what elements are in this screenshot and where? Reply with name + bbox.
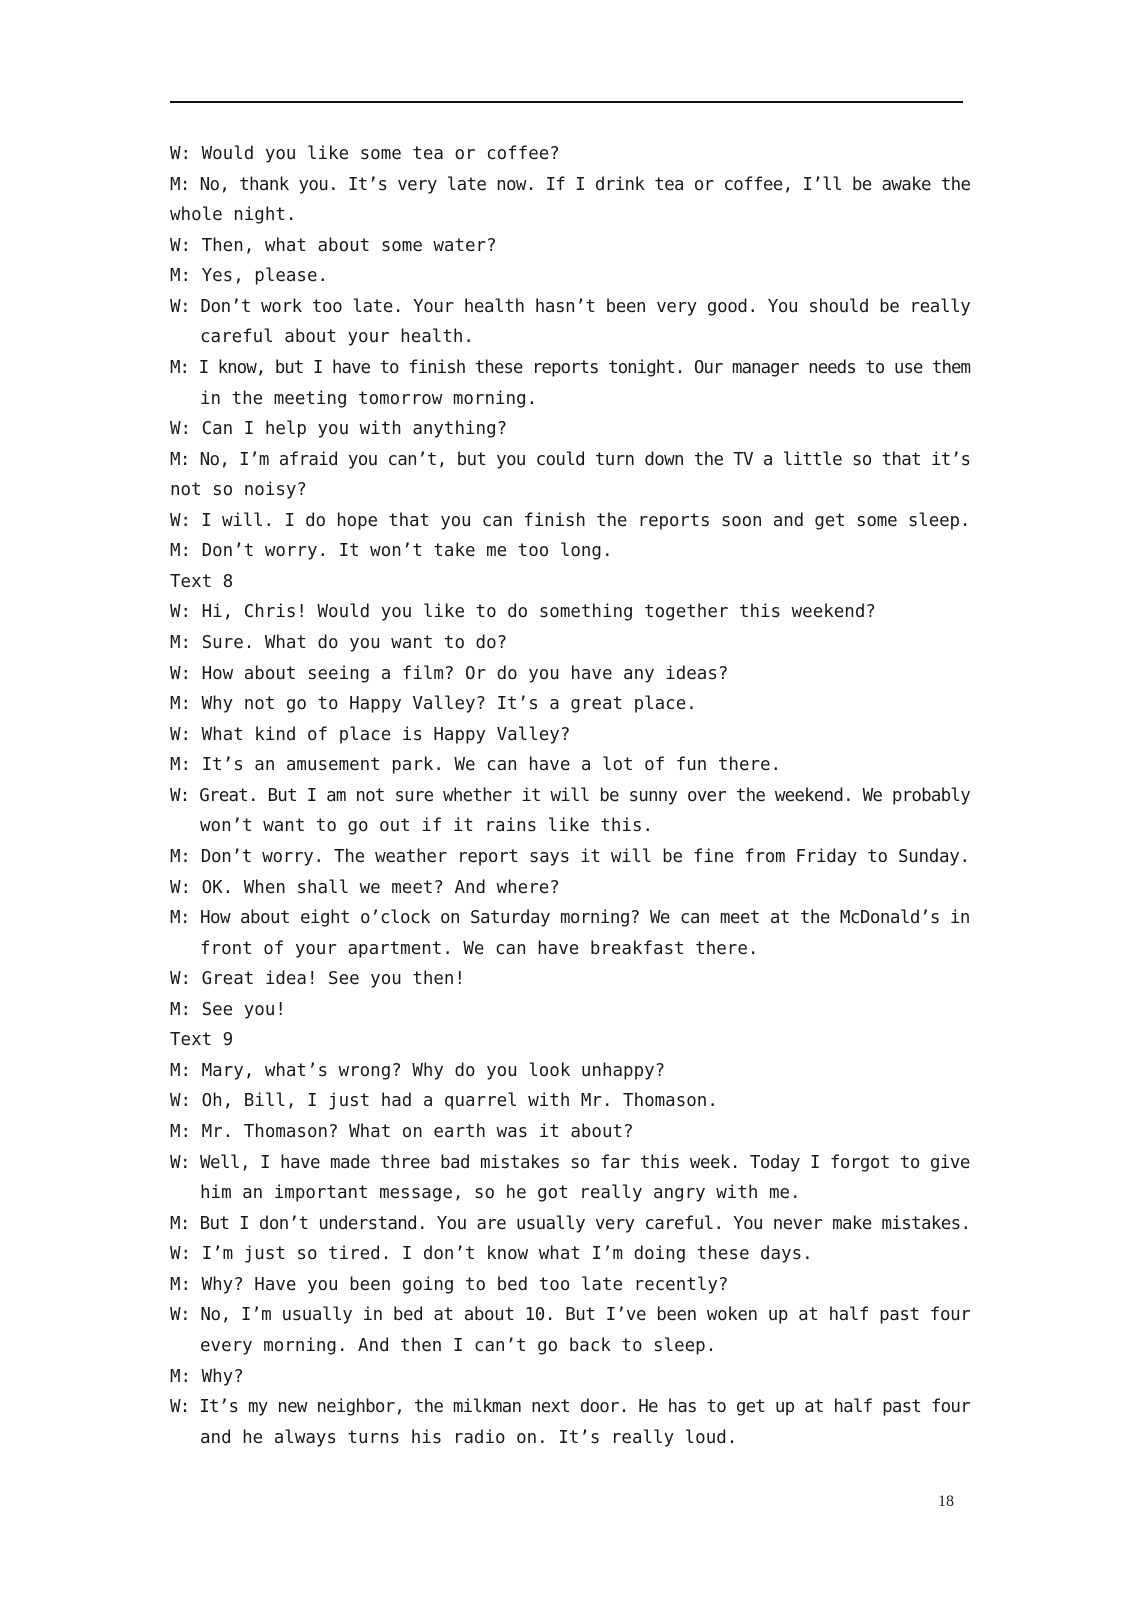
text-line: W: Oh, Bill, I just had a quarrel with Mr. Thomason. bbox=[170, 1091, 718, 1112]
text-line: W: OK. When shall we meet? And where? bbox=[170, 877, 560, 898]
text-line: W: No, I’m usually in bed at about 10. But I’ve been woken up at half past four bbox=[170, 1305, 971, 1326]
text-line: W: Don’t work too late. Your health hasn’t been very good. You should be really bbox=[170, 296, 971, 317]
text-line: front of your apartment. We can have breakfast there. bbox=[200, 938, 759, 959]
text-line: every morning. And then I can’t go back to sleep. bbox=[200, 1335, 717, 1356]
text-line: M: See you! bbox=[170, 999, 286, 1020]
text-line: Text 9 bbox=[170, 1030, 234, 1051]
text-line: M: Why not go to Happy Valley? It’s a great place. bbox=[170, 694, 697, 715]
text-line: M: How about eight o’clock on Saturday morning? We can meet at the McDonald’s in bbox=[170, 908, 970, 929]
text-line: W: Hi, Chris! Would you like to do something together this weekend? bbox=[170, 602, 876, 623]
text-line: M: Don’t worry. It won’t take me too long. bbox=[170, 541, 613, 562]
text-line: W: Well, I have made three bad mistakes so far this week. Today I forgot to give bbox=[170, 1152, 970, 1173]
text-line: M: Sure. What do you want to do? bbox=[170, 633, 508, 653]
text-line: M: Why? Have you been going to bed too late recently? bbox=[170, 1274, 729, 1295]
text-line: W: It’s my new neighbor, the milkman next door. He has to get up at half past four bbox=[170, 1397, 970, 1418]
page-number: 18 bbox=[938, 1493, 954, 1510]
text-line: M: I know, but I have to finish these reports tonight. Our manager needs to use them bbox=[170, 357, 971, 378]
text-line: won’t want to go out if it rains like this. bbox=[200, 816, 654, 837]
text-line: W: Great idea! See you then! bbox=[170, 969, 466, 990]
text-line: W: How about seeing a film? Or do you have any ideas? bbox=[170, 663, 729, 684]
text-line: not so noisy? bbox=[170, 480, 307, 501]
text-line: M: Mary, what’s wrong? Why do you look unhappy? bbox=[170, 1060, 666, 1081]
text-line: M: No, I’m afraid you can’t, but you could turn down the TV a little so that it’s bbox=[170, 449, 971, 470]
text-line: W: Great. But I am not sure whether it will be sunny over the weekend. We probably bbox=[170, 785, 970, 806]
text-line: him an important message, so he got really angry with me. bbox=[200, 1183, 801, 1204]
header-rule bbox=[170, 101, 963, 103]
text-line: M: But I don’t understand. You are usually very careful. You never make mistakes. bbox=[170, 1213, 971, 1234]
text-line: M: It’s an amusement park. We can have a lot of fun there. bbox=[170, 755, 782, 776]
text-line: careful about your health. bbox=[200, 327, 474, 348]
text-line: M: No, thank you. It’s very late now. If I drink tea or coffee, I’ll be awake the bbox=[170, 174, 971, 195]
text-line: Text 8 bbox=[170, 571, 234, 592]
text-line: M: Don’t worry. The weather report says it will be fine from Friday to Sunday. bbox=[170, 846, 970, 867]
text-line: W: Then, what about some water? bbox=[170, 235, 497, 256]
text-line: W: I’m just so tired. I don’t know what I’m doing these days. bbox=[170, 1244, 813, 1265]
text-line: in the meeting tomorrow morning. bbox=[200, 388, 538, 409]
text-line: W: I will. I do hope that you can finish the reports soon and get some sleep. bbox=[170, 510, 971, 531]
text-line: whole night. bbox=[170, 205, 297, 226]
text-line: W: Can I help you with anything? bbox=[170, 419, 508, 440]
text-line: M: Mr. Thomason? What on earth was it about? bbox=[170, 1122, 634, 1142]
text-line: and he always turns his radio on. It’s really loud. bbox=[200, 1427, 738, 1448]
text-line: M: Yes, please. bbox=[170, 266, 329, 287]
text-line: W: Would you like some tea or coffee? bbox=[170, 144, 560, 164]
text-line: M: Why? bbox=[170, 1366, 244, 1387]
dialogue-text bbox=[170, 139, 970, 1453]
text-line: W: What kind of place is Happy Valley? bbox=[170, 724, 571, 745]
